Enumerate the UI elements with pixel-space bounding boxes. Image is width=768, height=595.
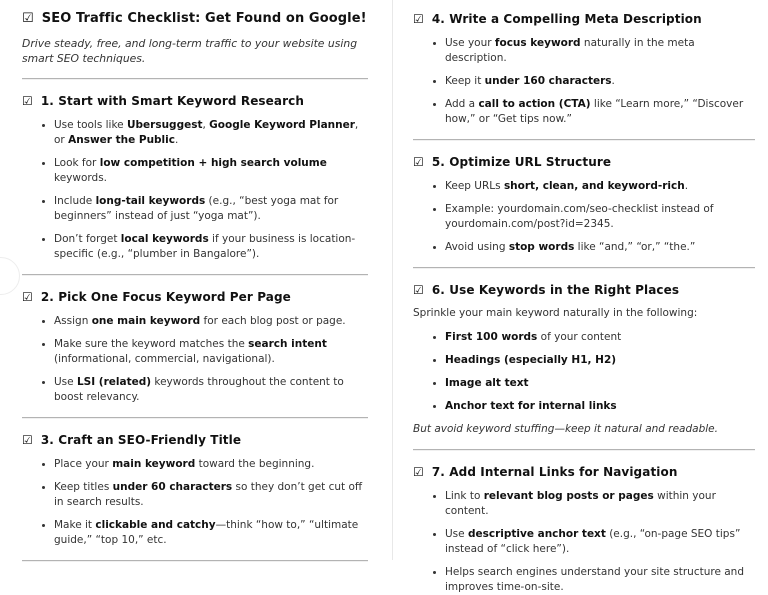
section-divider (22, 417, 368, 419)
section-title: 7. Add Internal Links for Navigation (431, 465, 678, 479)
checked-checkbox-icon: ☑ (413, 12, 424, 26)
bullet-item: Use LSI (related) keywords throughout the content to boost relevancy. (54, 375, 368, 405)
bullet-item: Helps search engines understand your site structure and improves time-on-site. (445, 565, 755, 595)
checked-checkbox-icon: ☑ (22, 433, 33, 447)
bullet-item: Add a call to action (CTA) like “Learn more,” “Discover how,” or “Get tips now.” (445, 97, 755, 127)
section-heading (22, 432, 368, 448)
section-heading (22, 289, 368, 305)
bullet-item: Use descriptive anchor text (e.g., “on-page SEO tips” instead of “click here”). (445, 527, 755, 557)
section-divider (22, 560, 368, 562)
section-title: 3. Craft an SEO-Friendly Title (40, 433, 242, 447)
bullet-item: Make it clickable and catchy—think “how to,” “ultimate guide,” “top 10,” etc. (54, 518, 368, 548)
bullet-item: Include long-tail keywords (e.g., “best yoga mat for beginners” instead of just “yoga mat”). (54, 194, 368, 224)
bullet-item: Keep titles under 60 characters so they don’t get cut off in search results. (54, 480, 368, 510)
bullet-list (413, 330, 755, 414)
section-title: 6. Use Keywords in the Right Places (431, 283, 680, 297)
section-title: 1. Start with Smart Keyword Research (40, 94, 304, 108)
bullet-list (22, 314, 368, 405)
right-sections (413, 11, 755, 595)
bullet-list (413, 489, 755, 595)
section-heading (22, 93, 368, 109)
checked-checkbox-icon: ☑ (413, 155, 424, 169)
left-sections (22, 93, 368, 562)
section (22, 93, 368, 276)
bullet-item: Keep URLs short, clean, and keyword-rich. (445, 179, 755, 194)
bullet-item: Link to relevant blog posts or pages within your content. (445, 489, 755, 519)
section-title: 5. Optimize URL Structure (431, 155, 612, 169)
section-note: But avoid keyword stuffing—keep it natural and readable. (413, 423, 718, 435)
bullet-item: Don’t forget local keywords if your business is location-specific (e.g., “plumber in Bangalore”). (54, 232, 368, 262)
right-column (393, 0, 768, 593)
section (413, 282, 755, 451)
bullet-item: First 100 words of your content (445, 330, 755, 345)
checked-checkbox-icon: ☑ (22, 94, 33, 108)
section (413, 11, 755, 141)
section-lead: Sprinkle your main keyword naturally in the following: (413, 307, 698, 319)
section (413, 154, 755, 269)
bullet-item: Use your focus keyword naturally in the meta description. (445, 36, 755, 66)
bullet-item: Assign one main keyword for each blog post or page. (54, 314, 368, 329)
bullet-item: Place your main keyword toward the beginning. (54, 457, 368, 472)
bullet-item: Avoid using stop words like “and,” “or,” “the.” (445, 240, 755, 255)
bullet-item: Image alt text (445, 376, 755, 391)
section-heading (413, 464, 755, 480)
bullet-item: Use tools like Ubersuggest, Google Keyword Planner, or Answer the Public. (54, 118, 368, 148)
section-divider (22, 274, 368, 276)
section-divider (413, 139, 755, 141)
bullet-item: Look for low competition + high search volume keywords. (54, 156, 368, 186)
bullet-item: Headings (especially H1, H2) (445, 353, 755, 368)
checked-checkbox-icon: ☑ (22, 11, 34, 26)
section-divider (413, 449, 755, 451)
page-title (22, 10, 368, 27)
section (413, 464, 755, 595)
page-subtitle: Drive steady, free, and long-term traffic to your website using smart SEO techniques. (22, 37, 358, 65)
section-heading (413, 11, 755, 27)
section (22, 432, 368, 562)
bullet-list (413, 36, 755, 127)
section-divider (413, 267, 755, 269)
checked-checkbox-icon: ☑ (22, 290, 33, 304)
bullet-list (22, 118, 368, 262)
page-title-text: SEO Traffic Checklist: Get Found on Google! (41, 11, 367, 26)
bullet-item: Example: yourdomain.com/seo-checklist instead of yourdomain.com/post?id=2345. (445, 202, 755, 232)
checked-checkbox-icon: ☑ (413, 283, 424, 297)
section-heading (413, 154, 755, 170)
bullet-list (413, 179, 755, 255)
bullet-list (22, 457, 368, 548)
bullet-item: Make sure the keyword matches the search intent (informational, commercial, navigational). (54, 337, 368, 367)
section (22, 289, 368, 419)
bullet-item: Anchor text for internal links (445, 399, 755, 414)
header-divider (22, 78, 368, 80)
section-title: 2. Pick One Focus Keyword Per Page (40, 290, 291, 304)
bullet-item: Keep it under 160 characters. (445, 74, 755, 89)
left-column (0, 0, 392, 560)
checked-checkbox-icon: ☑ (413, 465, 424, 479)
section-title: 4. Write a Compelling Meta Description (431, 12, 702, 26)
section-heading (413, 282, 755, 298)
